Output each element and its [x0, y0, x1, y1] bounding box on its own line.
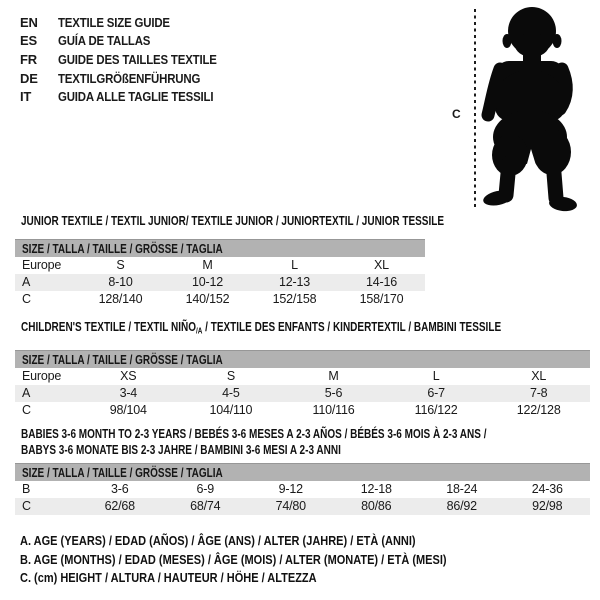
- row-label-cell: A: [22, 275, 31, 289]
- size-cell: S: [226, 368, 235, 383]
- size-cell: 140/152: [185, 292, 230, 306]
- language-code: DE: [20, 70, 38, 86]
- size-cell: 158/170: [359, 292, 404, 306]
- size-cell: 128/140: [98, 292, 143, 306]
- row-label-cell: Europe: [22, 368, 62, 383]
- table-title: BABIES 3-6 MONTH TO 2-3 YEARS / BEBÉS 3-6 MESES A 2-3 AÑOS / BÉBÉS 3-6 MOIS À 2-3 ANS / BABYS 3-6 MONATE BIS 2-3 JAHRE / BAMBINI 3-6 MESI A 2-3 ANNI: [21, 427, 487, 457]
- language-row-fr: [20, 50, 238, 69]
- row-label-cell: B: [22, 482, 31, 496]
- language-code: FR: [20, 51, 37, 67]
- size-cell: 14-16: [366, 275, 397, 289]
- language-row-de: [20, 69, 238, 88]
- size-cell: M: [328, 368, 339, 383]
- table-title: CHILDREN'S TEXTILE / TEXTIL $NIÑO_{/A}$ / TEXTILE DES ENFANTS / KINDERTEXTIL / BAMBINI TESSILE: [21, 320, 502, 336]
- size-cell: 92/98: [532, 499, 563, 513]
- row-label-cell: Europe: [22, 258, 62, 272]
- junior-table-section: [15, 214, 445, 308]
- size-cell: 116/122: [414, 402, 458, 417]
- size-cell: 74/80: [275, 499, 306, 513]
- language-code: IT: [20, 89, 32, 105]
- size-cell: 80/86: [361, 499, 392, 513]
- size-cell: 3-6: [111, 482, 129, 496]
- footnote-line-a: A. AGE (YEARS) / EDAD (AÑOS) / ÂGE (ANS) / ALTER (JAHRE) / ETÀ (ANNI): [20, 534, 416, 548]
- row-label-cell: A: [22, 385, 31, 400]
- size-cell: 4-5: [222, 385, 240, 400]
- size-cell: 3-4: [119, 385, 138, 400]
- table-row: [15, 368, 590, 385]
- row-label-cell: C: [22, 499, 31, 513]
- size-cell: 9-12: [278, 482, 303, 496]
- table-row: [15, 257, 425, 274]
- language-label: TEXTILE SIZE GUIDE: [58, 14, 170, 30]
- size-cell: 152/158: [272, 292, 317, 306]
- size-cell: 24-36: [531, 482, 563, 496]
- size-cell: 18-24: [446, 482, 478, 496]
- size-cell: 122/128: [516, 402, 561, 417]
- size-cell: L: [432, 368, 440, 383]
- babies-table-section: [15, 426, 590, 515]
- footnote-line-b: B. AGE (MONTHS) / EDAD (MESES) / ÂGE (MOIS) / ALTER (MONATE) / ETÀ (MESI): [20, 552, 447, 567]
- table-title: JUNIOR TEXTILE / TEXTIL JUNIOR/ TEXTILE JUNIOR / JUNIORTEXTIL / JUNIOR TESSILE: [21, 214, 445, 228]
- row-label-cell: C: [22, 292, 31, 306]
- toddler-silhouette-icon: [479, 5, 581, 213]
- table-row: [15, 498, 590, 515]
- size-cell: S: [116, 258, 125, 272]
- size-header-bar: SIZE / TALLA / TAILLE / GRÖSSE / TAGLIA: [15, 239, 425, 257]
- size-cell: M: [202, 258, 213, 272]
- table-row: [15, 274, 425, 291]
- size-cell: 62/68: [104, 499, 135, 513]
- footnote-line-c: C. (cm) HEIGHT / ALTURA / HAUTEUR / HÖHE / ALTEZZA: [20, 571, 317, 585]
- language-label: GUÍA DE TALLAS: [58, 33, 151, 49]
- language-row-en: [20, 13, 238, 32]
- title-subscript: /A: [195, 326, 203, 336]
- size-cell: 6-9: [196, 482, 214, 496]
- row-label-cell: C: [22, 402, 31, 417]
- language-row-es: [20, 32, 238, 51]
- language-code: EN: [20, 14, 38, 30]
- table-row: [15, 291, 425, 308]
- size-header-bar: SIZE / TALLA / TAILLE / GRÖSSE / TAGLIA: [15, 463, 590, 481]
- size-cell: 86/92: [446, 499, 477, 513]
- table-row: [15, 385, 590, 402]
- height-dimension-label: C: [452, 107, 461, 121]
- footnotes: [20, 532, 505, 588]
- size-cell: 104/110: [209, 402, 253, 417]
- language-label: GUIDA ALLE TAGLIE TESSILI: [58, 89, 214, 105]
- children-table-section: [15, 320, 590, 419]
- size-cell: L: [291, 258, 298, 272]
- size-cell: 98/104: [109, 402, 147, 417]
- size-cell: 8-10: [108, 275, 133, 289]
- size-header-bar: SIZE / TALLA / TAILLE / GRÖSSE / TAGLIA: [15, 350, 590, 368]
- size-cell: XS: [120, 368, 137, 383]
- size-cell: 6-7: [427, 385, 445, 400]
- size-cell: 5-6: [324, 385, 343, 400]
- size-cell: 68/74: [190, 499, 221, 513]
- language-code: ES: [20, 33, 37, 49]
- language-header: [20, 13, 238, 106]
- size-cell: 10-12: [192, 275, 223, 289]
- size-cell: XL: [531, 368, 547, 383]
- language-label: TEXTILGRÖßENFÜHRUNG: [58, 70, 201, 86]
- size-cell: 12-13: [279, 275, 310, 289]
- size-cell: 7-8: [529, 385, 548, 400]
- table-row: [15, 481, 590, 498]
- size-cell: XL: [374, 258, 389, 272]
- height-dotted-line: [474, 9, 476, 207]
- language-row-it: [20, 87, 238, 106]
- language-label: GUIDE DES TAILLES TEXTILE: [58, 51, 217, 67]
- size-cell: 110/116: [312, 402, 355, 417]
- table-row: [15, 402, 590, 419]
- size-cell: 12-18: [360, 482, 392, 496]
